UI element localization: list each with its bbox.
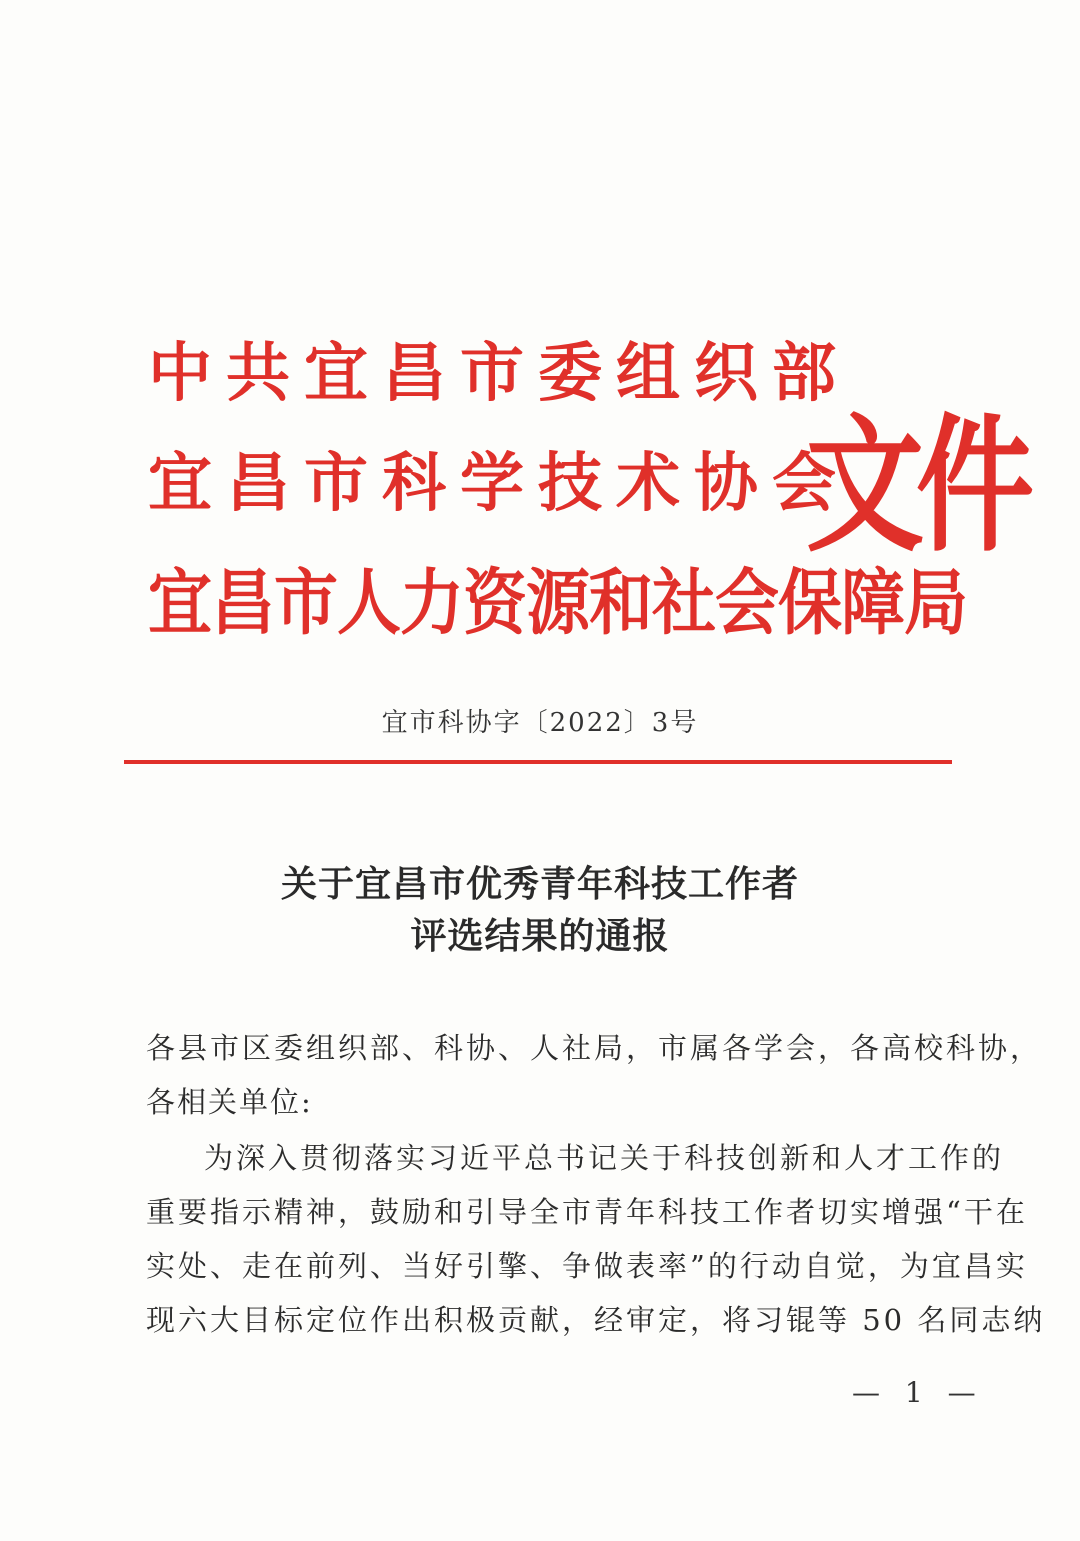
document-title-line-1: 关于宜昌市优秀青年科技工作者 xyxy=(280,864,799,905)
body-line: 为深入贯彻落实习近平总书记关于科技创新和人才工作的 xyxy=(204,1141,1005,1175)
document-number: 宜市科协字〔2022〕3号 xyxy=(381,708,699,738)
document-suffix: 文件 xyxy=(806,399,1027,572)
body-line: 各县市区委组织部、科协、人社局，市属各学会，各高校科协， xyxy=(146,1031,1043,1065)
body-line: 实处、走在前列、当好引擎、争做表率”的行动自觉，为宜昌实 xyxy=(146,1249,1028,1283)
issuer-line-hr-bureau: 宜昌市人力资源和社会保障局 xyxy=(148,562,967,646)
body-line: 现六大目标定位作出积极贡献，经审定，将习锟等 50 名同志纳 xyxy=(146,1303,1046,1337)
body-line: 各相关单位: xyxy=(146,1085,313,1119)
page-number: — 1 — xyxy=(852,1376,984,1409)
body-line: 重要指示精神，鼓励和引导全市青年科技工作者切实增强“干在 xyxy=(146,1195,1028,1229)
issuer-line-organization-dept: 中共宜昌市委组织部 xyxy=(148,337,850,411)
red-divider-line xyxy=(124,760,952,764)
issuer-line-science-association: 宜昌市科学技术协会 xyxy=(148,447,850,521)
document-title-line-2: 评选结果的通报 xyxy=(410,916,670,957)
